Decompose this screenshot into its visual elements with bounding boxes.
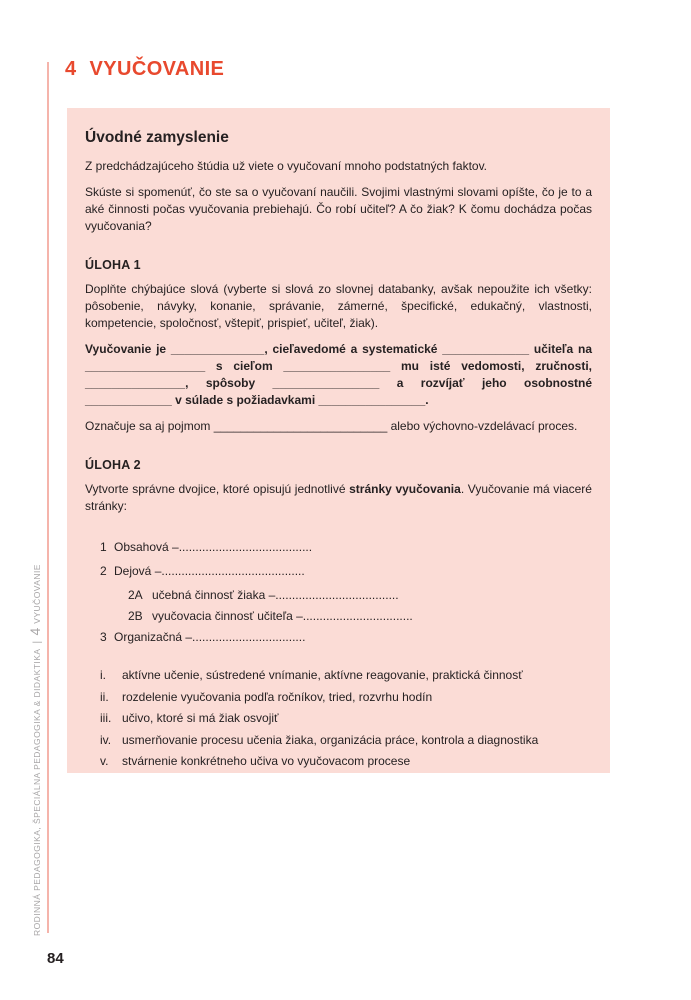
list-item bbox=[100, 608, 592, 625]
list-item-text: Dejová –........................................... bbox=[114, 564, 305, 578]
intro-heading: Úvodné zamyslenie bbox=[85, 129, 229, 146]
task2-options-list bbox=[100, 665, 592, 773]
task1-note: Označuje sa aj pojmom __________________________ alebo výchovno-vzdelávací proces. bbox=[85, 419, 578, 433]
sidebar-separator: | bbox=[32, 640, 43, 644]
list-item-text: stvárnenie konkrétneho učiva vo vyučovacom procese bbox=[122, 754, 411, 768]
sidebar-chapter-title: VYUČOVANIE bbox=[32, 564, 42, 624]
list-item-number: 2A bbox=[128, 588, 143, 602]
list-item bbox=[100, 539, 592, 556]
list-item bbox=[100, 587, 592, 604]
list-item-text: učebná činnosť žiaka –..................................... bbox=[152, 588, 399, 602]
chapter-accent-rule bbox=[47, 62, 49, 933]
task2-intro-pre: Vytvorte správne dvojice, ktoré opisujú jednotlivé bbox=[85, 482, 350, 496]
list-item bbox=[100, 629, 592, 646]
list-item-number: iv. bbox=[100, 732, 112, 747]
list-item bbox=[100, 665, 592, 687]
sidebar-chapter-number: 4 bbox=[27, 627, 43, 636]
list-item-text: Organizačná –.................................. bbox=[114, 630, 306, 644]
list-item bbox=[100, 730, 592, 752]
list-item-number: 3 bbox=[100, 630, 107, 644]
list-item-number: 2 bbox=[100, 564, 107, 578]
list-item-number: i. bbox=[100, 668, 106, 682]
chapter-heading bbox=[65, 58, 224, 81]
list-item-number: v. bbox=[100, 754, 109, 768]
task2-intro bbox=[85, 481, 592, 515]
task2-intro-bold: stránky vyučovania bbox=[349, 482, 461, 496]
list-item-text: rozdelenie vyučovania podľa ročníkov, tried, rozvrhu hodín bbox=[122, 689, 433, 704]
task2-intro-post: . Vyučovanie má viaceré stránky: bbox=[85, 482, 592, 513]
list-item-number: 1 bbox=[100, 540, 107, 554]
list-item bbox=[100, 687, 592, 709]
list-item-text: vyučovacia činnosť učiteľa –................................. bbox=[152, 609, 413, 623]
exercise-panel bbox=[67, 108, 610, 773]
chapter-number: 4 bbox=[65, 58, 77, 80]
list-item-text: usmerňovanie procesu učenia žiaka, organizácia práce, kontrola a diagnostika bbox=[122, 732, 539, 747]
intro-paragraph-1: Z predchádzajúceho štúdia už viete o vyučovaní mnoho podstatných faktov. bbox=[85, 159, 488, 173]
task2-heading: ÚLOHA 2 bbox=[85, 458, 141, 472]
task1-instructions: Doplňte chýbajúce slová (vyberte si slová zo slovnej databanky, avšak nepoužite ich všetky: pôsobenie, návyky, konanie, správanie, zámerné, špecifické, edukačný, vlastnosti, kompetencie, spoločnosť, vštepiť, prispieť, učiteľ, žiak). bbox=[85, 282, 592, 330]
list-item-text: učivo, ktoré si má žiak osvojiť bbox=[122, 711, 279, 725]
sidebar-running-title bbox=[27, 564, 43, 936]
list-item-text: Obsahová –........................................ bbox=[114, 540, 313, 554]
list-item-number: iii. bbox=[100, 711, 112, 725]
list-item bbox=[100, 563, 592, 580]
task2-pairs-list bbox=[100, 539, 592, 646]
list-item-number: ii. bbox=[100, 689, 109, 704]
page-number: 84 bbox=[47, 950, 64, 967]
task1-heading: ÚLOHA 1 bbox=[85, 258, 141, 272]
list-item-number: 2B bbox=[128, 609, 143, 623]
list-item bbox=[100, 751, 592, 773]
sidebar-series-title: RODINNÁ PEDAGOGIKA, ŠPECIÁLNA PEDAGOGIKA & DIDAKTIKA bbox=[32, 648, 42, 936]
task1-fill-in-text: Vyučovanie je ______________, cieľavedomé a systematické _____________ učiteľa na __________________ s cieľom ________________ mu isté vedomosti, zručnosti, _______________, spôsoby ________________ a rozvíjať jeho osobnostné _____________ v súlade s požiadavkami ________________. bbox=[85, 342, 592, 407]
intro-paragraph-2: Skúste si spomenúť, čo ste sa o vyučovaní naučili. Svojimi vlastnými slovami opíšte, čo je to a aké činnosti počas vyučovania prebiehajú. Čo robí učiteľ? A čo žiak? K čomu dochádza počas vyučovania? bbox=[85, 185, 592, 233]
chapter-title: VYUČOVANIE bbox=[89, 58, 225, 80]
list-item bbox=[100, 708, 592, 730]
list-item-text: aktívne učenie, sústredené vnímanie, aktívne reagovanie, praktická činnosť bbox=[122, 668, 523, 682]
